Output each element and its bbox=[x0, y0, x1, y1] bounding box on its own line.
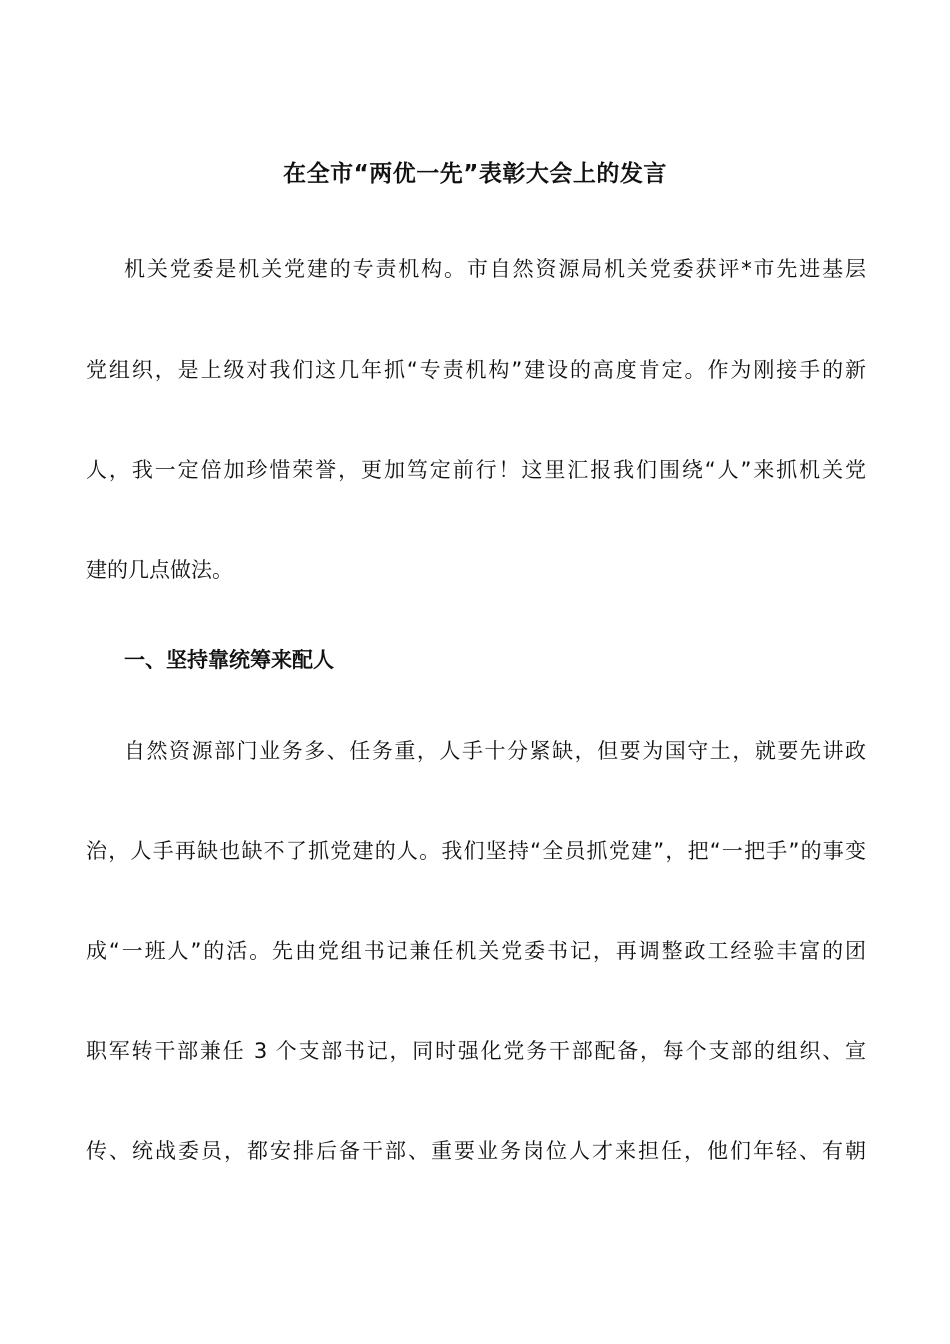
paragraph-line: 传、统战委员，都安排后备干部、重要业务岗位人才来担任，他们年轻、有朝 bbox=[86, 1139, 866, 1163]
document-title: 在全市“两优一先”表彰大会上的发言 bbox=[283, 161, 667, 187]
paragraph-line: 自然资源部门业务多、任务重，人手十分紧缺，但要为国守土，就要先讲政 bbox=[124, 739, 866, 763]
paragraph-line: 机关党委是机关党建的专责机构。市自然资源局机关党委获评*市先进基层 bbox=[124, 257, 866, 281]
paragraph-line: 成“一班人”的活。先由党组书记兼任机关党委书记，再调整政工经验丰富的团 bbox=[86, 939, 866, 963]
paragraph-line: 建的几点做法。 bbox=[86, 558, 233, 582]
section-heading: 一、坚持靠统筹来配人 bbox=[124, 648, 334, 672]
paragraph-line: 人，我一定倍加珍惜荣誉，更加笃定前行！这里汇报我们围绕“人”来抓机关党 bbox=[86, 458, 866, 482]
paragraph-line: 治，人手再缺也缺不了抓党建的人。我们坚持“全员抓党建”，把“一把手”的事变 bbox=[86, 839, 866, 863]
paragraph-line: 党组织，是上级对我们这几年抓“专责机构”建设的高度肯定。作为刚接手的新 bbox=[86, 358, 866, 382]
paragraph-line: 职军转干部兼任 3 个支部书记，同时强化党务干部配备，每个支部的组织、宣 bbox=[86, 1039, 866, 1063]
